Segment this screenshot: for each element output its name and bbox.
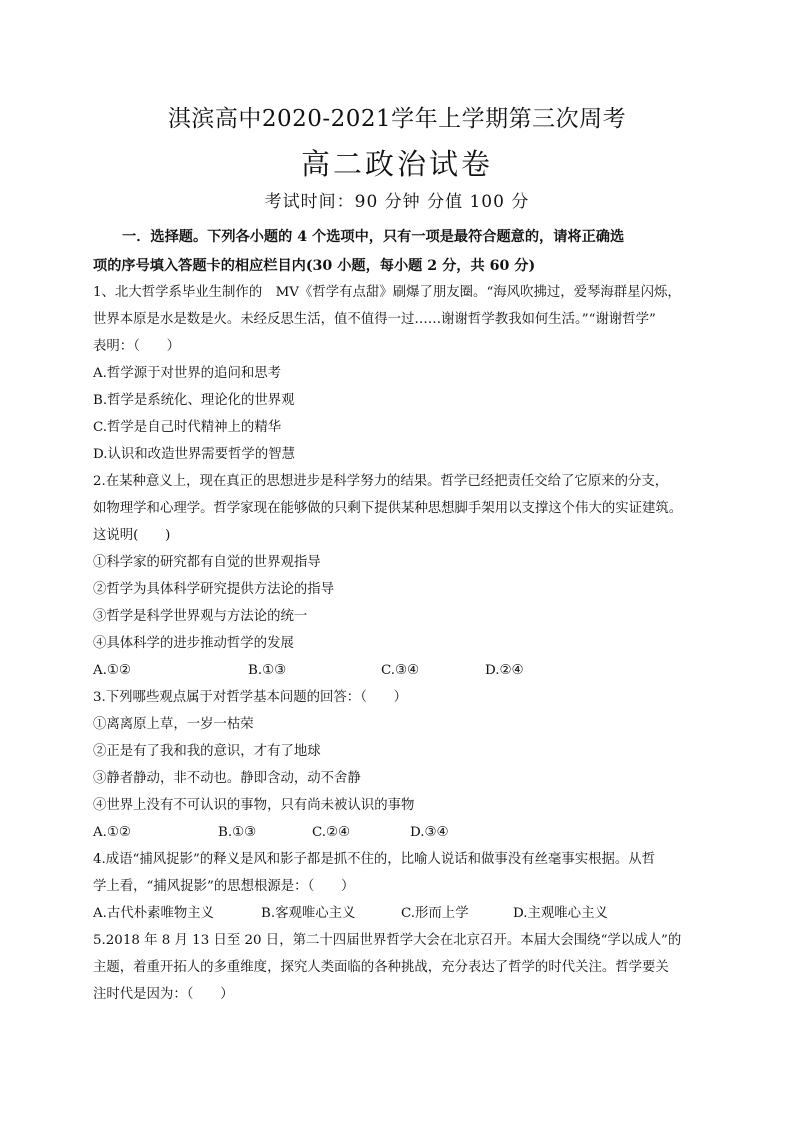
question-2-options: [93, 661, 713, 681]
question-3-option-d: D.③④: [410, 825, 449, 840]
question-3-option-c: C.②④: [312, 825, 351, 840]
question-1-option-a: A.哲学源于对世界的追问和思考: [93, 366, 282, 381]
question-1-option-b: B.哲学是系统化、理论化的世界观: [93, 393, 295, 408]
question-3-line-1: 3.下列哪些观点属于对哲学基本问题的回答：（ ）: [93, 690, 408, 705]
question-4-line-2: 学上看，“捕风捉影”的思想根源是：（ ）: [93, 879, 355, 894]
question-3-options: [93, 823, 713, 843]
question-3-item-1: ①离离原上草，一岁一枯荣: [93, 717, 254, 732]
question-2-item-1: ①科学家的研究都有自觉的世界观指导: [93, 555, 321, 570]
question-4-option-a: A.古代朴素唯物主义: [93, 906, 215, 921]
question-3-item-4: ④世界上没有不可认识的事物，只有尚未被认识的事物: [93, 798, 415, 813]
exam-info: 考试时间：90 分钟 分值 100 分: [264, 192, 530, 212]
question-3-item-3: ③静者静动，非不动也。静即含动，动不舍静: [93, 771, 361, 786]
question-3-item-2: ②正是有了我和我的意识，才有了地球: [93, 744, 321, 759]
question-4-option-b: B.客观唯心主义: [261, 906, 356, 921]
question-2-line-2: 如物理学和心理学。哲学家现在能够做的只剩下提供某种思想脚手架用以支撑这个伟大的实证建筑。: [93, 501, 683, 516]
question-5-line-1: 5.2018 年 8 月 13 日至 20 日，第二十四届世界哲学大会在北京召开。本届大会围绕“学以成人”的: [93, 933, 682, 948]
question-3-option-a: A.①②: [93, 825, 131, 840]
question-2-option-a: A.①②: [93, 663, 131, 678]
question-2-item-2: ②哲学为具体科学研究提供方法论的指导: [93, 582, 335, 597]
exam-title: 淇滨高中2020-2021学年上学期第三次周考: [167, 106, 627, 132]
question-5-line-2: 主题，着重开拓人的多重维度，探究人类面临的各种挑战，充分表达了哲学的时代关注。哲学要关: [93, 960, 669, 975]
question-2-option-c: C.③④: [381, 663, 420, 678]
question-2-item-4: ④具体科学的进步推动哲学的发展: [93, 636, 294, 651]
question-3-option-b: B.①③: [218, 825, 257, 840]
question-2-option-d: D.②④: [485, 663, 524, 678]
question-1-line-1: 1、北大哲学系毕业生制作的 MV《哲学有点甜》刷爆了朋友圈。“海风吹拂过，爱琴海群星闪烁，: [93, 285, 681, 300]
section-heading-cont: 项的序号填入答题卡的相应栏目内(30 小题，每小题 2 分，共 60 分): [93, 258, 536, 274]
question-1-line-2: 世界本原是水是数是火。未经反思生活，值不值得一过……谢谢哲学教我如何生活。”“谢谢哲学”: [93, 312, 656, 327]
question-4-options: [93, 904, 713, 924]
question-5-line-3: 注时代是因为：（ ）: [93, 987, 234, 1002]
question-1-line-3: 表明：（ ）: [93, 339, 181, 354]
question-1-option-c: C.哲学是自己时代精神上的精华: [93, 420, 282, 435]
section-heading: 一．选择题。下列各小题的 4 个选项中，只有一项是最符合题意的，请将正确选: [122, 229, 625, 245]
question-1-option-d: D.认识和改造世界需要哲学的智慧: [93, 447, 295, 462]
subject-title: 高二政治试卷: [300, 147, 493, 181]
question-2-item-3: ③哲学是科学世界观与方法论的统一: [93, 609, 308, 624]
question-2-line-3: 这说明( ): [93, 528, 171, 543]
question-2-option-b: B.①③: [248, 663, 287, 678]
question-4-line-1: 4.成语“捕风捉影”的释义是风和影子都是抓不住的，比喻人说话和做事没有丝毫事实根据。从哲: [93, 852, 656, 867]
question-4-option-d: D.主观唯心主义: [513, 906, 608, 921]
question-2-line-1: 2.在某种意义上，现在真正的思想进步是科学努力的结果。哲学已经把责任交给了它原来的分支，: [93, 474, 669, 489]
question-4-option-c: C.形而上学: [401, 906, 469, 921]
